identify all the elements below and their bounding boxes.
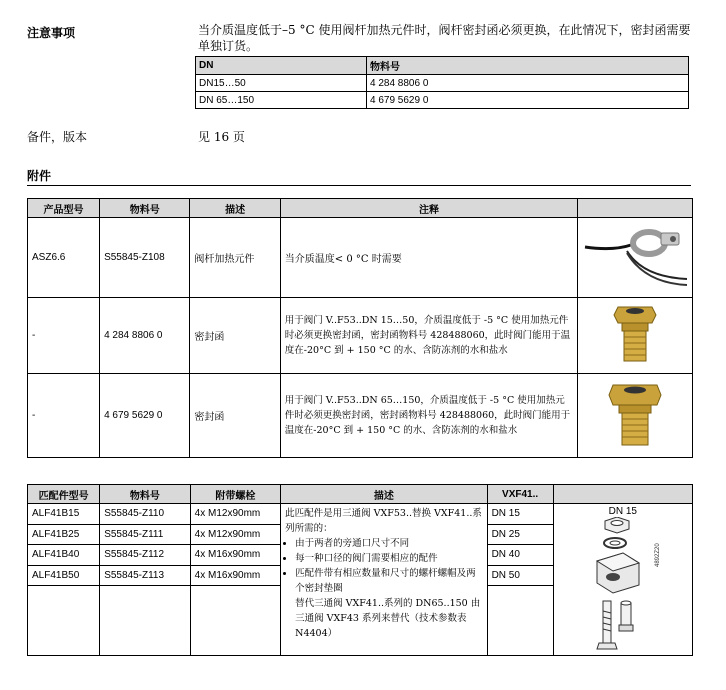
- column-header: 描述: [281, 485, 487, 504]
- diagram-code: 4892Z20: [654, 543, 661, 567]
- column-header: 产品型号: [28, 199, 100, 218]
- list-item: • 由于两者的旁通口尺寸不同: [295, 536, 482, 551]
- notes-text: 当介质温度低于–5 °C 使用阀杆加热元件时，阀杆密封函必须更换，在此情况下，密封函需要单独订货。: [198, 23, 691, 53]
- column-header: VXF41..: [487, 485, 553, 504]
- table-cell: [28, 586, 100, 656]
- table-cell: 4 679 5629 0: [100, 374, 190, 458]
- gland-icon: [610, 301, 660, 367]
- table-cell: 当介质温度< 0 °C 时需要: [280, 218, 577, 298]
- list-item: • 每一种口径的阀门需要相应的配件: [295, 551, 482, 566]
- stem-heater-image: [578, 218, 693, 298]
- table-cell: 密封函: [190, 298, 280, 374]
- table-cell: S55845-Z110: [100, 504, 190, 525]
- table-cell: ALF41B15: [28, 504, 100, 525]
- table-header-row: [28, 485, 693, 504]
- table-header-row: [28, 199, 693, 218]
- column-header: 附带螺栓: [190, 485, 280, 504]
- diagram-label: DN 15: [608, 506, 637, 517]
- table-cell: 用于阀门 V..F53..DN 65…150，介质温度低于 -5 °C 使用加热元件时必须更换密封函，密封函物料号 428488060，此时阀门能用于温度在-20°C 到 + 150 °C 的水、含防冻剂的水和盐水: [280, 374, 577, 458]
- table-cell: 4x M16x90mm: [190, 545, 280, 566]
- table-cell: DN 15: [487, 504, 553, 525]
- table-cell: -: [28, 374, 100, 458]
- table-row: [196, 92, 689, 109]
- table-cell: DN 25: [487, 524, 553, 545]
- accessories-title: 附件: [27, 169, 52, 183]
- column-header: 物料号: [367, 57, 689, 75]
- table-cell: 4x M16x90mm: [190, 565, 280, 586]
- gland-image: [578, 298, 693, 374]
- table-cell: 4 284 8806 0: [367, 75, 689, 92]
- accessories-table: [27, 198, 693, 458]
- column-header: 物料号: [100, 199, 190, 218]
- spare-parts-reference: 见 16 页: [198, 130, 245, 144]
- table-row: [28, 374, 693, 458]
- column-header: [578, 199, 693, 218]
- table-row: [28, 298, 693, 374]
- column-header: 物料号: [100, 485, 190, 504]
- table-cell: 4x M12x90mm: [190, 524, 280, 545]
- table-cell: 用于阀门 V..F53..DN 15…50，介质温度低于 -5 °C 使用加热元件时必须更换密封函，密封函物料号 428488060，此时阀门能用于温度在-20°C 到 + 150 °C 的水、含防冻剂的水和盐水: [280, 298, 577, 374]
- column-header: [553, 485, 692, 504]
- description-bullets: [285, 536, 482, 596]
- table-cell: [190, 586, 280, 656]
- list-item: • 匹配件带有相应数量和尺寸的螺杆螺帽及两个密封垫圈: [295, 566, 482, 596]
- fittings-description: [281, 504, 487, 656]
- table-cell: [100, 586, 190, 656]
- gland-image: [578, 374, 693, 458]
- table-cell: -: [28, 298, 100, 374]
- fitting-kit-image: [553, 504, 692, 656]
- table-cell: ASZ6.6: [28, 218, 100, 298]
- fittings-table: [27, 484, 693, 656]
- table-cell: 4 679 5629 0: [367, 92, 689, 109]
- table-cell: ALF41B25: [28, 524, 100, 545]
- column-header: 注释: [280, 199, 577, 218]
- stem-heater-icon: [583, 221, 687, 291]
- description-outro: 替代三通阀 VXF41..系列的 DN65..150 由三通阀 VXF43 系列来替代（技术参数表 N4404）: [295, 598, 481, 639]
- table-cell: DN 65…150: [196, 92, 367, 109]
- table-cell: S55845-Z108: [100, 218, 190, 298]
- table-cell: ALF41B40: [28, 545, 100, 566]
- table-cell: S55845-Z112: [100, 545, 190, 566]
- table-row: [28, 504, 693, 525]
- fitting-kit-icon: [563, 517, 683, 653]
- table-cell: 4x M12x90mm: [190, 504, 280, 525]
- table-cell: 阀杆加热元件: [190, 218, 280, 298]
- table-cell: S55845-Z111: [100, 524, 190, 545]
- table-cell: [487, 586, 553, 656]
- column-header: 描述: [190, 199, 280, 218]
- dn-part-table: [195, 56, 689, 109]
- table-cell: S55845-Z113: [100, 565, 190, 586]
- table-cell: 4 284 8806 0: [100, 298, 190, 374]
- section-divider: [27, 185, 691, 186]
- table-cell: DN 40: [487, 545, 553, 566]
- table-cell: ALF41B50: [28, 565, 100, 586]
- spare-parts-label: 备件，版本: [27, 130, 88, 144]
- gland-icon: [607, 379, 663, 449]
- column-header: 匹配件型号: [28, 485, 100, 504]
- table-header-row: [196, 57, 689, 75]
- notes-title: 注意事项: [27, 26, 76, 40]
- table-row: [196, 75, 689, 92]
- table-row: [28, 218, 693, 298]
- table-cell: DN 50: [487, 565, 553, 586]
- column-header: DN: [196, 57, 367, 75]
- table-cell: 密封函: [190, 374, 280, 458]
- table-cell: DN15…50: [196, 75, 367, 92]
- fitting-kit-diagram: [563, 517, 683, 653]
- description-intro: 此匹配件是用三通阀 VXF53..替换 VXF41..系列所需的：: [285, 508, 482, 534]
